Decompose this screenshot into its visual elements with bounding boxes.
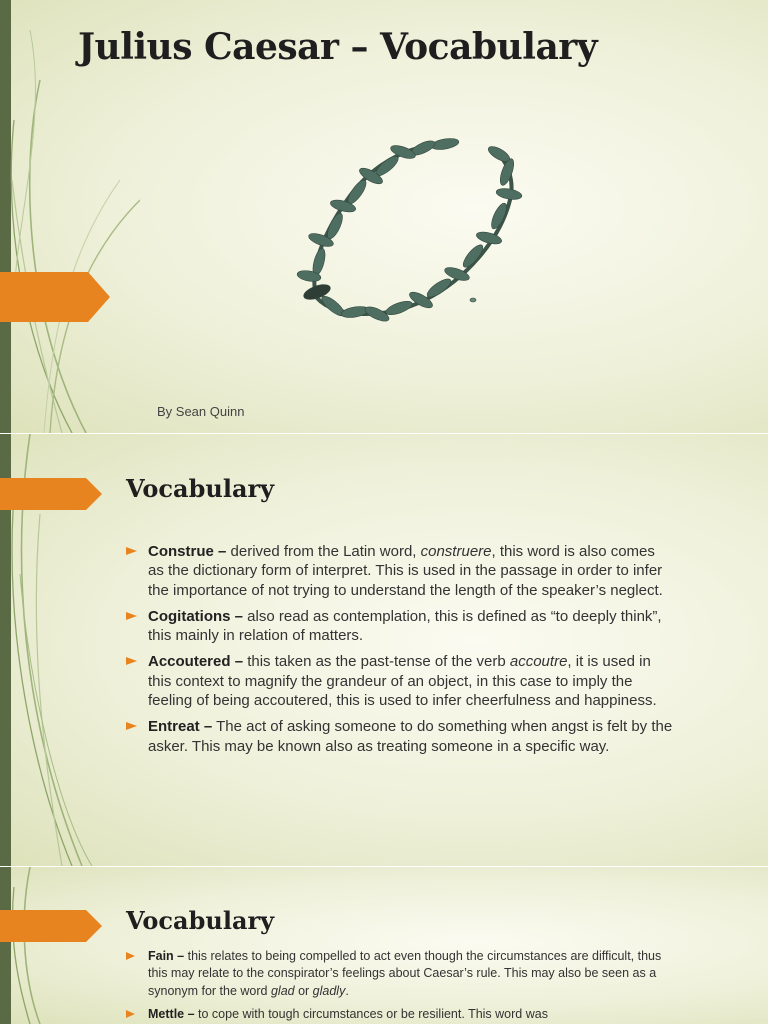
- vocab-term: Cogitations –: [148, 607, 244, 625]
- slide-heading: Vocabulary: [126, 474, 275, 503]
- vocab-definition: .: [345, 983, 349, 998]
- vocab-definition: The act of asking someone to do something when angst is felt by the asker. This may be known also as treating someone in a specific way.: [148, 718, 673, 755]
- laurel-wreath-image: [295, 130, 527, 330]
- vocab-italic: glad: [270, 983, 295, 998]
- orange-arrow-bullet-icon: [126, 547, 137, 555]
- list-item: [126, 652, 674, 710]
- list-item: [126, 607, 674, 646]
- vocab-definition: or: [294, 983, 313, 998]
- author-byline: By Sean Quinn: [157, 404, 245, 419]
- list-item: [126, 717, 674, 756]
- vocab-definition: this relates to being compelled to act even though the circumstances are difficult, thus this may relate to the conspirator’s feelings about Caesar’s rule. This may also be seen as a synonym for the word: [148, 949, 662, 998]
- orange-arrow-bullet-icon: [126, 1010, 135, 1018]
- vocab-definition: derived from the Latin word,: [226, 543, 421, 560]
- vocab-italic: accoutre: [509, 653, 568, 671]
- list-item: [126, 1006, 676, 1023]
- vocab-definition: also read as contemplation, this is defined as “to deeply think”, this mainly in relation of matters.: [148, 607, 662, 645]
- slide-heading: Vocabulary: [126, 906, 275, 935]
- vocab-italic: construere: [420, 543, 492, 560]
- decorative-swoosh-lines: [0, 867, 140, 1024]
- vocab-definition: , this word is also comes as the dictionary form of interpret. This is used in the passage in order to infer the importance of not trying to understand the length of the speaker’s neglect.: [148, 543, 663, 599]
- orange-arrow-bullet-icon: [126, 612, 137, 620]
- vocabulary-list: [126, 542, 674, 763]
- orange-arrow-bullet-icon: [126, 657, 137, 665]
- vocab-term: Accoutered –: [148, 653, 244, 671]
- page-title: Julius Caesar – Vocabulary: [78, 26, 598, 68]
- vocab-term: Construe –: [148, 543, 227, 560]
- vocab-definition: this taken as the past-tense of the verb: [243, 653, 510, 671]
- orange-pentagon-tag: [0, 478, 104, 510]
- orange-arrow-bullet-icon: [126, 952, 135, 960]
- list-item: [126, 542, 674, 600]
- orange-arrow-bullet-icon: [126, 722, 137, 730]
- vocab-term: Mettle –: [148, 1006, 195, 1021]
- orange-pentagon-tag: [0, 910, 104, 942]
- list-item: [126, 948, 676, 1000]
- vocab-definition: to cope with tough circumstances or be resilient. This word was: [194, 1006, 548, 1021]
- vocab-definition: , it is used in this context to magnify the grandeur of an object, in this case to imply the feeling of being accoutered, this is used to infer cheerfulness and happiness.: [148, 653, 657, 710]
- vocab-term: Fain –: [148, 949, 185, 963]
- vocabulary-list: [126, 948, 676, 1029]
- vocab-italic: gladly: [312, 983, 346, 998]
- vocab-term: Entreat –: [148, 718, 213, 736]
- orange-pentagon-tag: [0, 272, 112, 322]
